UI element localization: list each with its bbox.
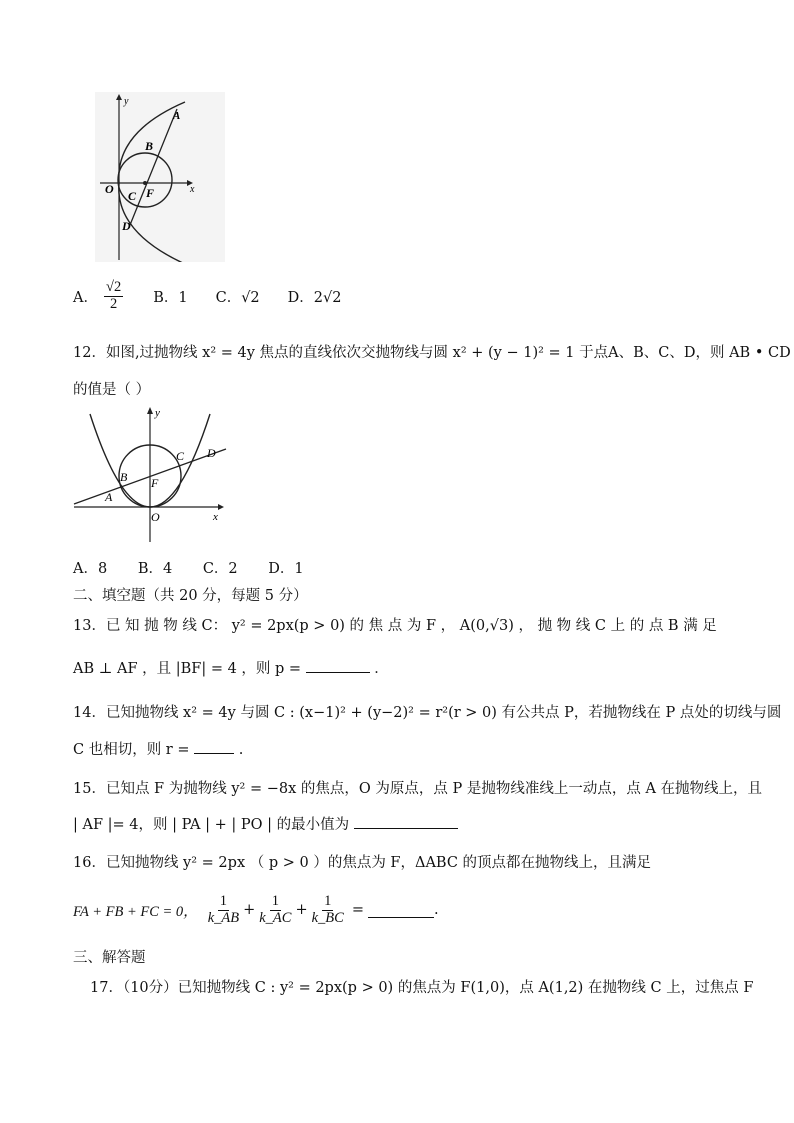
- q12-option-a: A．8: [73, 561, 108, 577]
- q11-options: [73, 273, 341, 319]
- q11-option-a-den: 2: [109, 295, 118, 312]
- q12-option-b: B．4: [137, 561, 173, 577]
- q14-line2: [73, 738, 243, 759]
- q11-label-O: O: [105, 182, 114, 196]
- q16-plus-2: +: [295, 902, 308, 918]
- q11-option-a-num: √2: [105, 279, 122, 296]
- q11-option-a-label: A．: [73, 289, 98, 306]
- q12-label-A: A: [105, 490, 113, 504]
- q12-label-F: F: [151, 476, 159, 490]
- q12-label-y: y: [155, 407, 160, 419]
- q12-stem-line1: 12．如图,过抛物线 x² = 4y 焦点的直线依次交抛物线与圆 x² + (y − 1)² = 1 于点A、B、C、D，则 AB • CD: [73, 345, 791, 361]
- q16-fraction-bc-num: 1: [324, 893, 332, 910]
- q11-label-B: B: [145, 139, 154, 153]
- q16-vector-equation: FA + FB + FC = 0，: [73, 903, 198, 920]
- q12-label-C: C: [176, 449, 185, 463]
- q13-line2-text: AB ⊥ AF ，且 |BF| = 4 ，则 p =: [73, 661, 302, 677]
- q15-line2: [73, 813, 458, 834]
- q16-plus-1: +: [243, 902, 256, 918]
- q14-line2-text: C 也相切，则 r =: [73, 742, 190, 758]
- q12-label-O: O: [151, 510, 160, 524]
- q14-line1: 14．已知抛物线 x² = 4y 与圆 C : (x−1)² + (y−2)² = r²(r > 0) 有公共点 P，若抛物线在 P 点处的切线与圆: [73, 705, 782, 721]
- q13-line1: 13．已 知 抛 物 线 C： y² = 2px(p > 0) 的 焦 点 为 F ， A(0,√3) ， 抛 物 线 C 上 的 点 B 满 足: [73, 618, 717, 634]
- q16-fraction-ab-num: 1: [219, 893, 228, 910]
- q16-fraction-ab: [206, 894, 241, 925]
- q11-label-C: C: [128, 189, 137, 203]
- q12-label-B: B: [120, 470, 128, 484]
- q16-fraction-ab-den: k_AB: [207, 909, 240, 926]
- q14-answer-blank[interactable]: [194, 739, 234, 754]
- q12-label-D: D: [207, 446, 216, 460]
- q11-option-d: D．2√2: [287, 289, 342, 306]
- q16-fraction-ac: [257, 894, 293, 925]
- q11-option-b: B．1: [153, 289, 188, 306]
- q13-line2: [73, 657, 389, 678]
- section-3-heading: 三、解答题: [73, 950, 146, 966]
- q15-answer-blank[interactable]: [354, 814, 458, 829]
- q16-fraction-ac-den: k_AC: [259, 909, 292, 926]
- q11-label-x: x: [190, 184, 195, 195]
- q16-equals: =: [351, 902, 364, 918]
- q13-period: ．: [374, 661, 389, 677]
- q16-answer-blank[interactable]: [368, 903, 434, 918]
- q16-line2: [73, 885, 439, 935]
- q12-label-x: x: [213, 511, 218, 523]
- q12-option-d: D．1: [268, 561, 304, 577]
- q16-fraction-ac-num: 1: [271, 893, 279, 910]
- q17-line1: 17．（10分）已知抛物线 C : y² = 2px(p > 0) 的焦点为 F(1,0)，点 A(1,2) 在抛物线 C 上，过焦点 F: [90, 980, 754, 996]
- q11-label-A: A: [173, 110, 181, 122]
- q11-option-c: C．√2: [215, 289, 260, 306]
- q14-period: .: [238, 742, 244, 758]
- section-2-heading: 二、填空题（共 20 分，每题 5 分）: [73, 588, 308, 604]
- q12-option-c: C．2: [202, 561, 238, 577]
- q16-line1: 16．已知抛物线 y² = 2px （ p > 0 ）的焦点为 F，ΔABC 的顶点都在抛物线上，且满足: [73, 855, 652, 871]
- q12-stem-line2: 的值是（ ）: [73, 382, 151, 398]
- q16-fraction-bc-den: k_BC: [311, 909, 344, 926]
- q15-line1: 15．已知点 F 为抛物线 y² = −8x 的焦点，O 为原点，点 P 是抛物线准线上一动点，点 A 在抛物线上，且: [73, 781, 763, 797]
- q11-figure: [95, 92, 225, 262]
- q11-label-F: F: [146, 186, 155, 200]
- q11-label-D: D: [122, 219, 131, 233]
- q15-line2-text: | AF |= 4，则 | PA | + | PO | 的最小值为: [73, 817, 350, 833]
- q16-period: .: [434, 902, 439, 918]
- q13-answer-blank[interactable]: [306, 658, 370, 673]
- q16-fraction-bc: [310, 894, 346, 925]
- q11-option-a-fraction: [104, 280, 123, 311]
- q11-label-y: y: [124, 96, 129, 107]
- q12-figure: [72, 404, 232, 544]
- q12-options: [73, 557, 304, 578]
